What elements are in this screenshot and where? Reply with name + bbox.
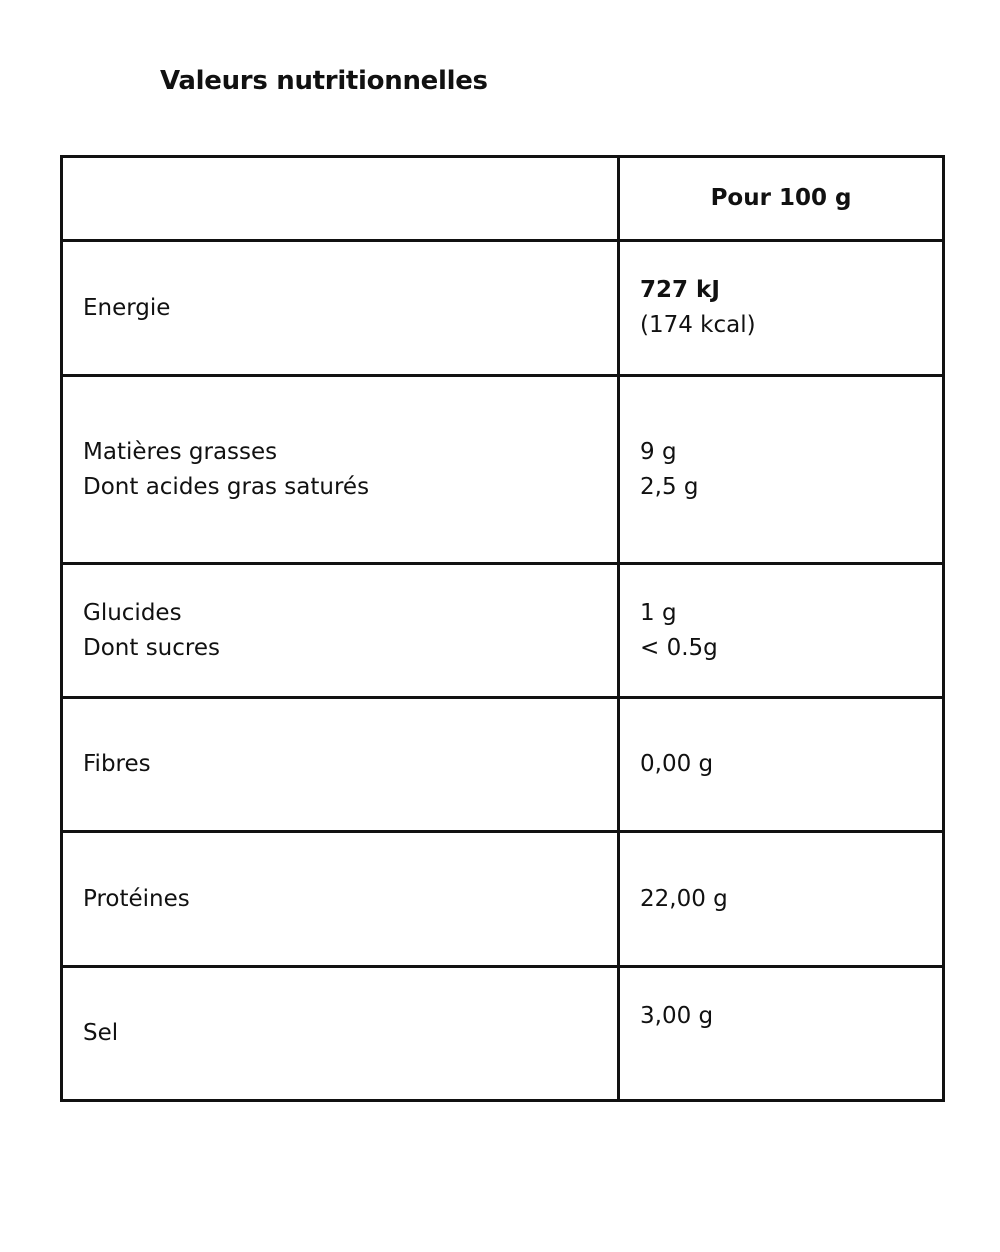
table-row [62,832,944,967]
label-line: Dont acides gras saturés [83,473,370,500]
value-line: 2,5 g [640,473,699,500]
value-line: 727 kJ [640,277,720,303]
row-label-sel [62,967,619,1101]
row-label-glucides [62,564,619,698]
label-line: Energie [83,294,171,321]
page-title: Valeurs nutritionnelles [160,66,488,96]
row-value-sel [619,967,944,1101]
row-value-energie [619,241,944,376]
row-value-proteines [619,832,944,967]
table-header-row [62,157,944,241]
header-label-cell [62,157,619,241]
row-label-matieres-grasses [62,376,619,564]
value-line: 0,00 g [640,751,714,777]
label-line: Matières grasses [83,438,278,465]
value-line: 1 g [640,599,677,626]
value-line: (174 kcal) [640,312,756,338]
row-label-proteines [62,832,619,967]
row-value-fibres [619,698,944,832]
value-line: 22,00 g [640,885,728,912]
header-value-cell: Pour 100 g [619,157,944,241]
value-line: 3,00 g [640,1003,714,1029]
row-label-fibres [62,698,619,832]
table-row [62,376,944,564]
label-line: Dont sucres [83,634,220,661]
row-label-energie [62,241,619,376]
table-row [62,564,944,698]
label-line: Protéines [83,885,190,912]
value-line: < 0.5g [640,634,718,661]
row-value-matieres-grasses [619,376,944,564]
row-value-glucides [619,564,944,698]
nutrition-table [60,155,945,1102]
label-line: Fibres [83,751,151,777]
label-line: Glucides [83,599,182,626]
table-row [62,241,944,376]
table-row [62,967,944,1101]
label-line: Sel [83,1020,119,1046]
value-line: 9 g [640,438,677,465]
table-row [62,698,944,832]
